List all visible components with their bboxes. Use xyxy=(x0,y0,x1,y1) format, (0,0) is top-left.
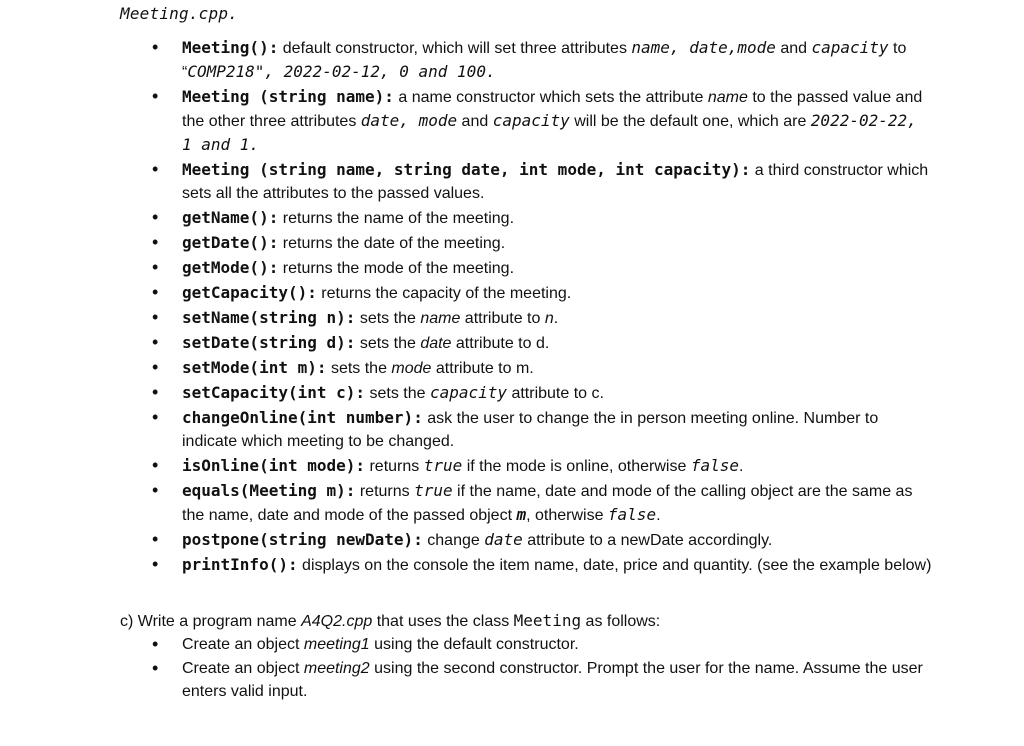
class-name: Meeting xyxy=(513,611,582,630)
method-signature: setCapacity(int c): xyxy=(182,383,366,402)
list-item: • setCapacity(int c): sets the capacity attribute to c. xyxy=(0,381,1024,405)
method-signature: printInfo(): xyxy=(182,555,298,574)
file-heading: Meeting.cpp. xyxy=(120,4,238,23)
method-signature: setName(string n): xyxy=(182,308,356,327)
list-item: • postpone(string newDate): change date attribute to a newDate accordingly. xyxy=(0,528,1024,552)
method-signature: setMode(int m): xyxy=(182,358,327,377)
method-signature: changeOnline(int number): xyxy=(182,408,423,427)
method-signature: Meeting(): xyxy=(182,38,279,57)
list-item: • equals(Meeting m): returns true if the name, date and mode of the calling object are the same as the name, date and mode of the passed object m, otherwise false. xyxy=(0,479,1024,527)
list-item: • Meeting (string name): a name constructor which sets the attribute name to the passed value and the other three attributes date, mode and capacity will be the default one, which are 2022-02-22, 1 and 1. xyxy=(0,85,1024,157)
list-item: • printInfo(): displays on the console the item name, date, price and quantity. (see the example below) xyxy=(0,553,1024,577)
list-item: • Meeting(): default constructor, which will set three attributes name, date,mode and capacity to “COMP218", 2022-02-12, 0 and 100. xyxy=(0,36,1024,84)
list-item: • Meeting (string name, string date, int mode, int capacity): a third constructor which sets all the attributes to the passed values. xyxy=(0,158,1024,205)
method-signature: postpone(string newDate): xyxy=(182,530,423,549)
method-signature: getCapacity(): xyxy=(182,283,317,302)
list-item: • changeOnline(int number): ask the user to change the in person meeting online. Number to indicate which meeting to be changed. xyxy=(0,406,1024,453)
method-signature: getMode(): xyxy=(182,258,279,277)
method-signature: Meeting (string name, string date, int mode, int capacity): xyxy=(182,160,751,179)
method-signature: getDate(): xyxy=(182,233,279,252)
list-item: • getCapacity(): returns the capacity of the meeting. xyxy=(0,281,1024,305)
list-item: • setMode(int m): sets the mode attribute to m. xyxy=(0,356,1024,380)
method-signature: setDate(string d): xyxy=(182,333,356,352)
list-item: • isOnline(int mode): returns true if the mode is online, otherwise false. xyxy=(0,454,1024,478)
list-item: • Create an object meeting2 using the second constructor. Prompt the user for the name. Assume the user enters valid input. xyxy=(0,657,1024,703)
step-list xyxy=(0,633,1024,704)
program-filename: A4Q2.cpp xyxy=(301,613,373,630)
method-list xyxy=(0,36,1024,578)
list-item: • setName(string n): sets the name attribute to n. xyxy=(0,306,1024,330)
list-item: • setDate(string d): sets the date attribute to d. xyxy=(0,331,1024,355)
part-c-heading: c) Write a program name A4Q2.cpp that uses the class Meeting as follows: xyxy=(120,611,661,630)
list-item: • getDate(): returns the date of the meeting. xyxy=(0,231,1024,255)
list-item: • getName(): returns the name of the meeting. xyxy=(0,206,1024,230)
method-signature: equals(Meeting m): xyxy=(182,481,356,500)
method-signature: isOnline(int mode): xyxy=(182,456,366,475)
list-item: • Create an object meeting1 using the default constructor. xyxy=(0,633,1024,656)
method-signature: getName(): xyxy=(182,208,279,227)
method-signature: Meeting (string name): xyxy=(182,87,394,106)
list-item: • getMode(): returns the mode of the meeting. xyxy=(0,256,1024,280)
